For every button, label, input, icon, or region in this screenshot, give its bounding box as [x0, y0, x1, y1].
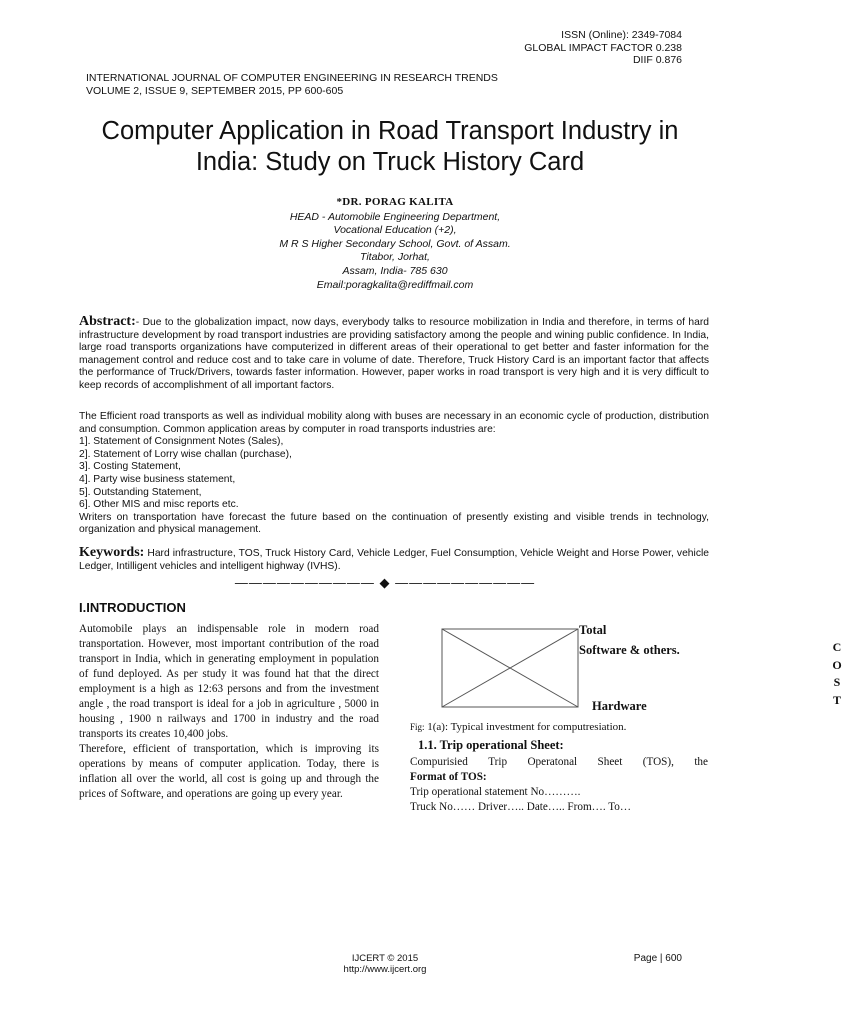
list-item: 6]. Other MIS and misc reports etc. [79, 499, 239, 511]
intro-heading: I.INTRODUCTION [79, 600, 186, 615]
list-item: 2]. Statement of Lorry wise challan (purchase), [79, 448, 292, 460]
section-1-1-heading: 1.1. Trip operational Sheet: [418, 738, 564, 752]
cost-letter: S [833, 675, 841, 689]
tos-line: Truck No…… Driver….. Date….. From…. To… [410, 801, 632, 813]
label-hardware: Hardware [592, 699, 647, 713]
investment-figure [410, 619, 842, 719]
issn: ISSN (Online): 2349-7084 [561, 29, 682, 41]
cost-letter: T [832, 692, 841, 707]
keywords-label: Keywords: [79, 545, 145, 560]
caption-prefix: Fig: [410, 722, 425, 732]
journal-name: INTERNATIONAL JOURNAL OF COMPUTER ENGINEERING IN RESEARCH TRENDS [86, 72, 498, 84]
application-closing: Writers on transportation have forecast the future based on the continuation of presently existing and visible trends in technology, organization and physical management. [79, 511, 709, 536]
label-software: Software & others. [579, 643, 680, 657]
affiliation-line: Vocational Education (+2), [333, 224, 457, 237]
title-line-2: India: Study on Truck History Card [195, 148, 585, 176]
intro-paragraph-1: Automobile plays an indispensable role in modern road transportation. However, most important contribution of the road transport in India, which in generating employment in population of fund deployed. As per study it was found hat that the direct employment is a high as 12:63 persons and from the investment angle , the road transport is ideal for a job in agriculture , 5000 in housing , 1900 n railways and 1700 in industry and the road transports its creates 10,400 jobs. [79, 623, 379, 740]
word: Sheet [597, 756, 623, 768]
page-number: Page | 600 [633, 953, 682, 964]
journal-volume: VOLUME 2, ISSUE 9, SEPTEMBER 2015, PP 600-605 [86, 85, 344, 97]
journal-meta [524, 29, 682, 67]
list-item: 4]. Party wise business statement, [79, 473, 236, 485]
author-email: Email:poragkalita@rediffmail.com [316, 278, 474, 291]
tos-format-label: Format of TOS: [410, 771, 487, 783]
word: Trip [488, 756, 508, 768]
list-item: 1]. Statement of Consignment Notes (Sales), [79, 436, 284, 448]
tos-line: Trip operational statement No………. [410, 786, 581, 798]
investment-diagram [410, 619, 720, 719]
author-name: *DR. PORAG KALITA [336, 196, 454, 208]
cost-axis-label [830, 639, 844, 709]
section-1-1-body [410, 755, 708, 815]
application-intro: The Efficient road transports as well as individual mobility along with buses are necessary in an economic cycle of production, distribution and consumption. Common application areas by computer in road transports industries are: [79, 411, 709, 435]
footer [300, 953, 470, 975]
paper-title [50, 116, 730, 178]
abstract-text: - Due to the globalization impact, now days, everybody talks to resource mobilization in India and therefore, in terms of hard infrastructure development by road transport industries are providing satisfactory among the people and wining public confidence. In India, large road transports organizations have computerized in different areas of their operational to get better and faster information for the management control and reduce cost and to take care in volume of date. Therefore, Truck History Card is an important factor that affects the performance of Truck/Drivers, towards faster information. However, paper works in road transport is very high and it is very difficult to keep records of accomplishment of all important factors. [79, 317, 709, 391]
keywords [79, 546, 709, 573]
label-total: Total [579, 623, 607, 637]
cost-letter: C [832, 640, 842, 654]
intro-text [79, 622, 379, 802]
footer-copyright: IJCERT © 2015 [351, 953, 419, 964]
affiliation-line: Titabor, Jorhat, [360, 251, 430, 264]
affiliation-line: Assam, India- 785 630 [342, 264, 448, 277]
word: the [694, 756, 708, 768]
caption-text: 1(a): Typical investment for computresiation. [427, 721, 627, 733]
affiliation-line: M R S Higher Secondary School, Govt. of Assam. [279, 237, 511, 250]
list-item: 5]. Outstanding Statement, [79, 486, 202, 498]
impact-factor: GLOBAL IMPACT FACTOR 0.238 [524, 41, 682, 54]
word: (TOS), [642, 756, 674, 768]
figure-caption [410, 721, 626, 733]
cost-letter: O [832, 657, 842, 672]
abstract [79, 316, 709, 393]
title-line-1: Computer Application in Road Transport Industry in [101, 117, 679, 145]
journal-info [86, 72, 498, 98]
affiliation-line: HEAD - Automobile Engineering Department, [289, 210, 501, 223]
footer-url[interactable]: http://www.ijcert.org [343, 964, 427, 975]
keywords-text: Hard infrastructure, TOS, Truck History Card, Vehicle Ledger, Fuel Consumption, Vehicle Weight and Horse Power, vehicle Ledger, Intilligent vehicles and intelligent highway (IVHS). [79, 548, 709, 572]
intro-paragraph-2: Therefore, efficient of transportation, which is improving its operations by means of computer application. Today, there is inflation all over the world, all cost is going up and through the prices of Software, and operations are going up every year. [79, 743, 379, 800]
abstract-label: Abstract: [79, 314, 136, 329]
diif: DIIF 0.876 [632, 54, 682, 66]
list-item: 3]. Costing Statement, [79, 461, 181, 473]
word: Operatonal [527, 756, 578, 768]
tos-intro-line [410, 755, 708, 770]
application-areas [79, 411, 709, 537]
word: Compurisied [410, 756, 468, 768]
author-block [185, 196, 605, 292]
section-separator: —————————— ◆ —————————— [234, 575, 536, 590]
